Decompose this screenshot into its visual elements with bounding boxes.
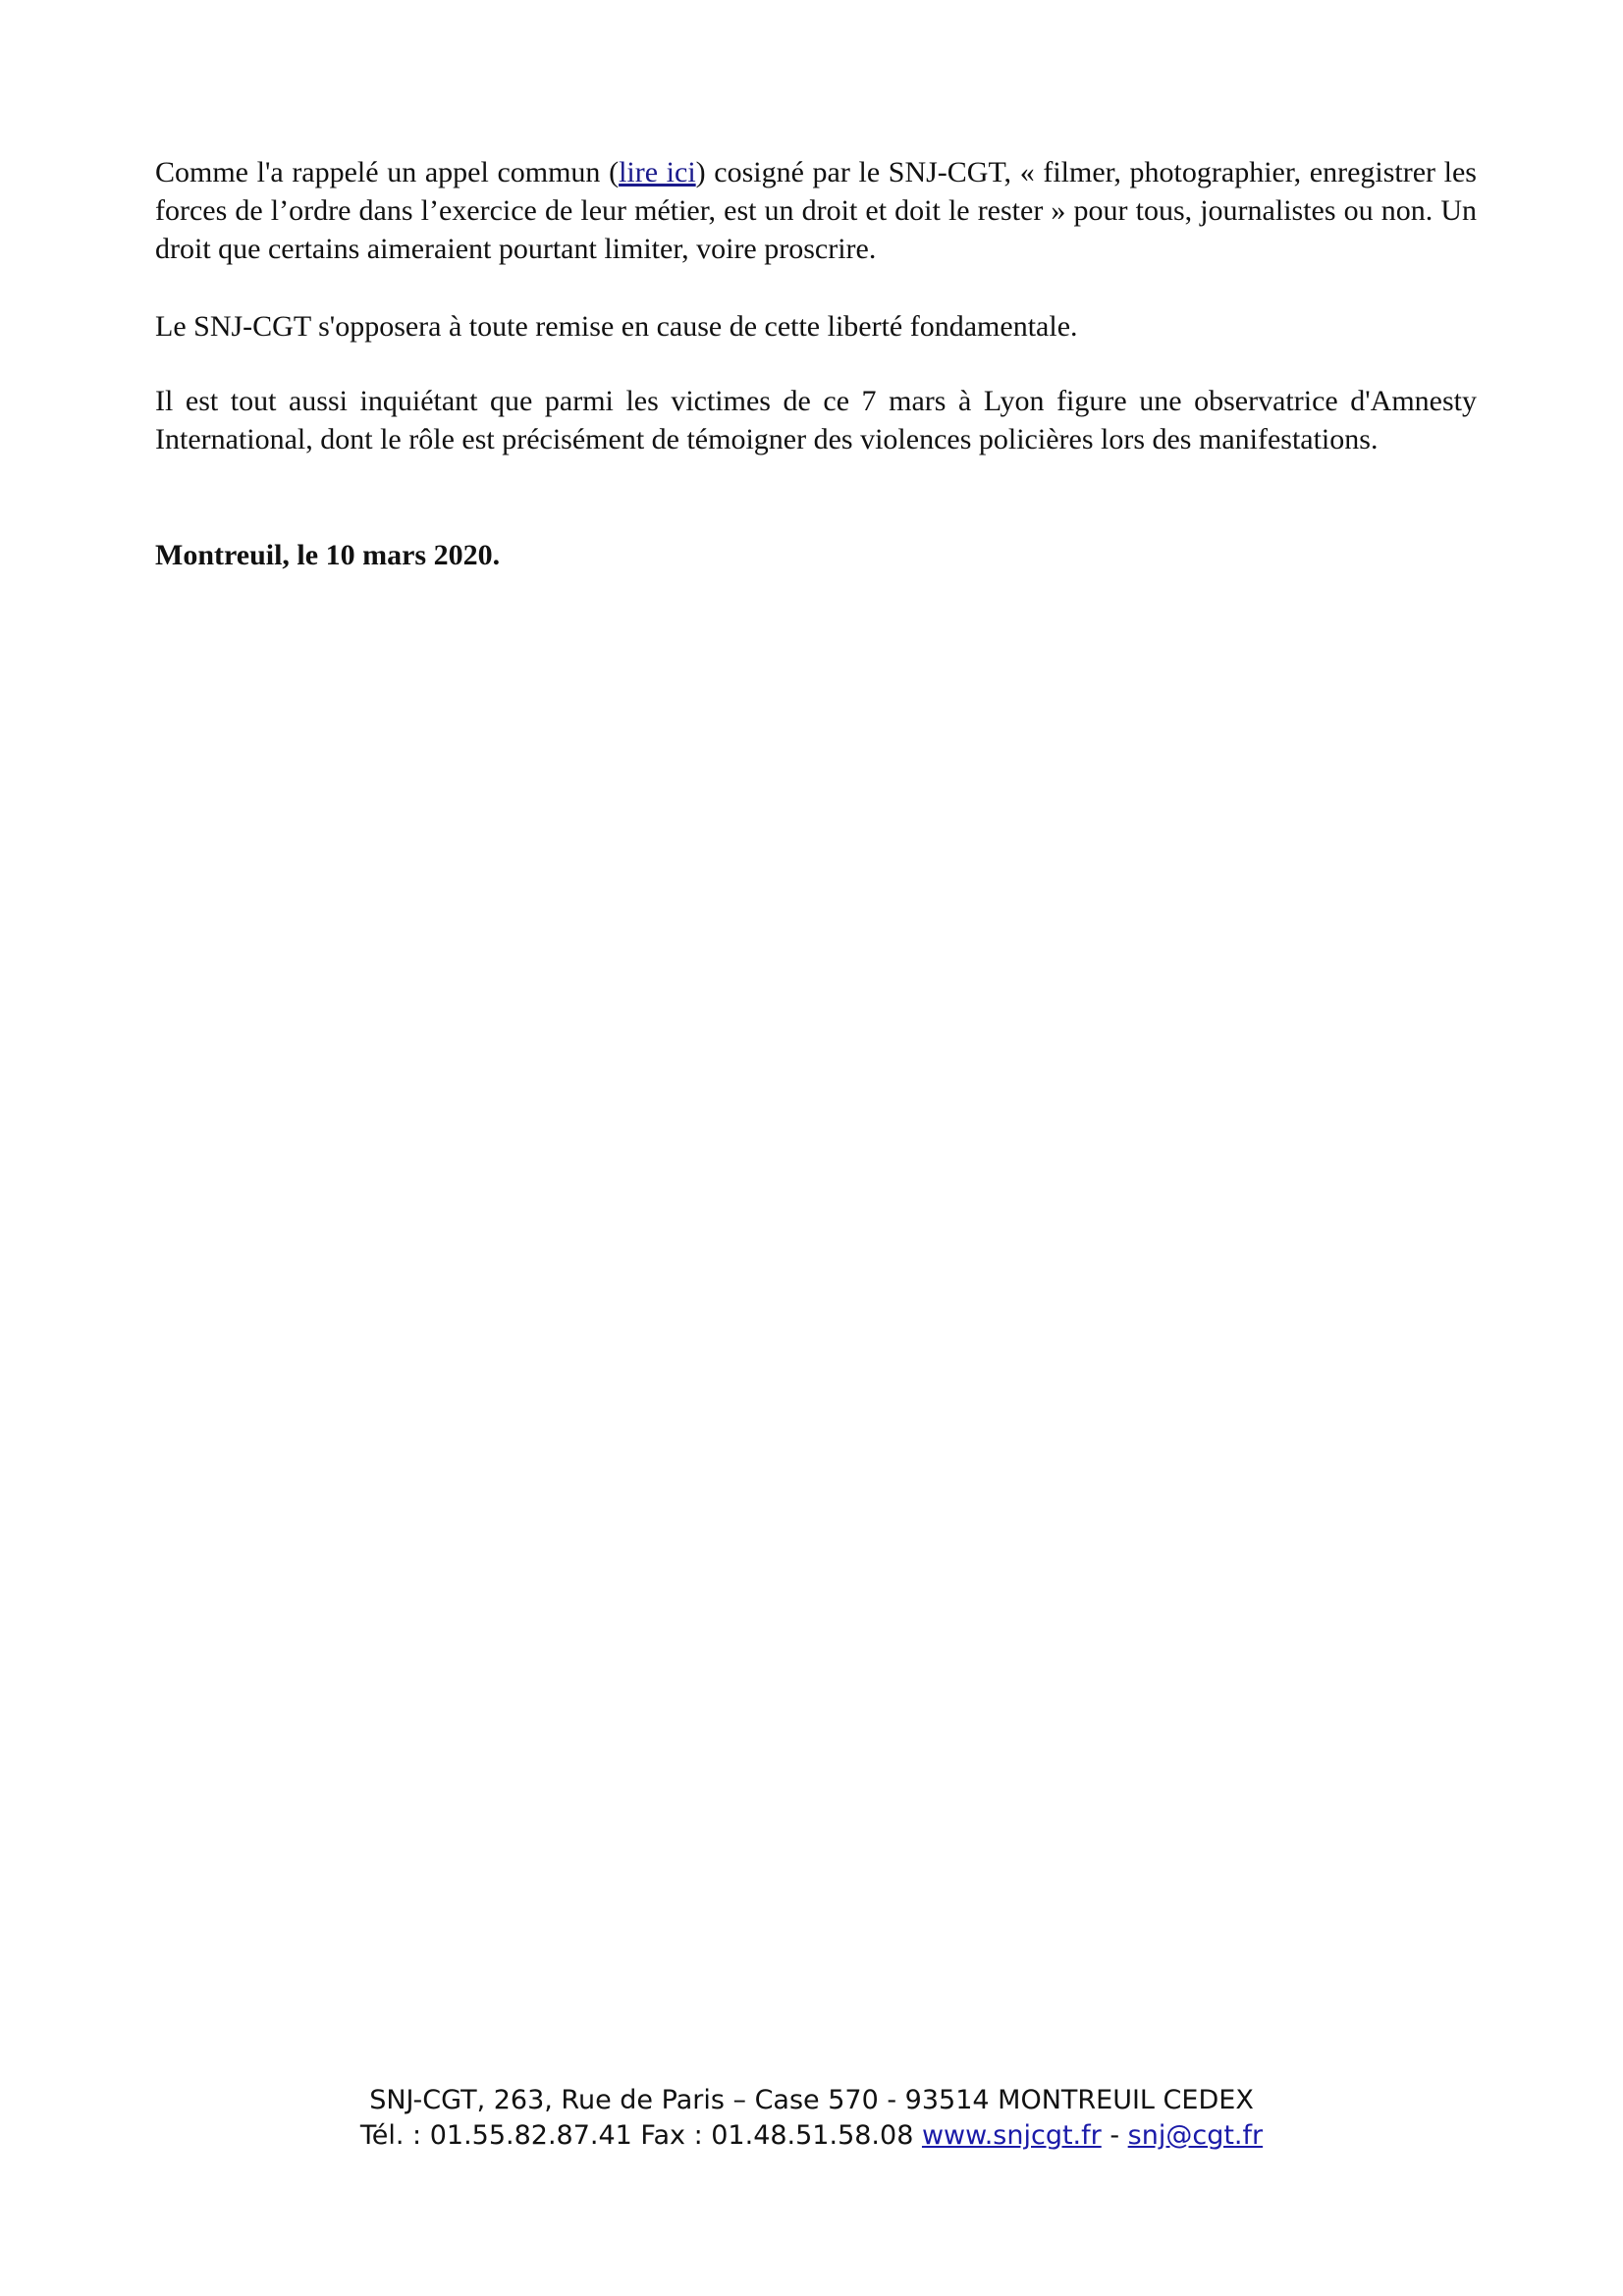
footer-phone-fax: Tél. : 01.55.82.87.41 Fax : 01.48.51.58.08 — [359, 2120, 922, 2151]
paragraph-opposition: Le SNJ-CGT s'opposera à toute remise en cause de cette liberté fondamentale. — [155, 310, 1078, 343]
paragraph-amnesty: Il est tout aussi inquiétant que parmi les victimes de ce 7 mars à Lyon figure une observatrice d'Amnesty International, dont le rôle est précisément de témoigner des violences policières lors des manifestations. — [155, 385, 1477, 455]
paragraph-appel-commun — [155, 153, 1477, 268]
paragraph-text: ) cosigné par le SNJ-CGT, « filmer, photographier, enregistrer les forces de l’ordre dans l’exercice de leur métier, est un droit et doit le rester » pour tous, journalistes ou non. Un droit que certains aimeraient pourtant limiter, voire proscrire. — [155, 156, 1477, 265]
website-link[interactable]: www.snjcgt.fr — [921, 2120, 1102, 2151]
footer-separator: - — [1101, 2120, 1128, 2151]
email-link[interactable]: snj@cgt.fr — [1127, 2120, 1264, 2151]
signature-date: Montreuil, le 10 mars 2020. — [155, 539, 501, 571]
footer-address: SNJ-CGT, 263, Rue de Paris – Case 570 - 93514 MONTREUIL CEDEX — [369, 2085, 1254, 2115]
footer — [0, 2083, 1623, 2154]
footer-contact — [0, 2118, 1623, 2154]
lire-ici-link[interactable]: lire ici — [619, 156, 696, 188]
paragraph-text: Comme l'a rappelé un appel commun ( — [155, 156, 620, 188]
